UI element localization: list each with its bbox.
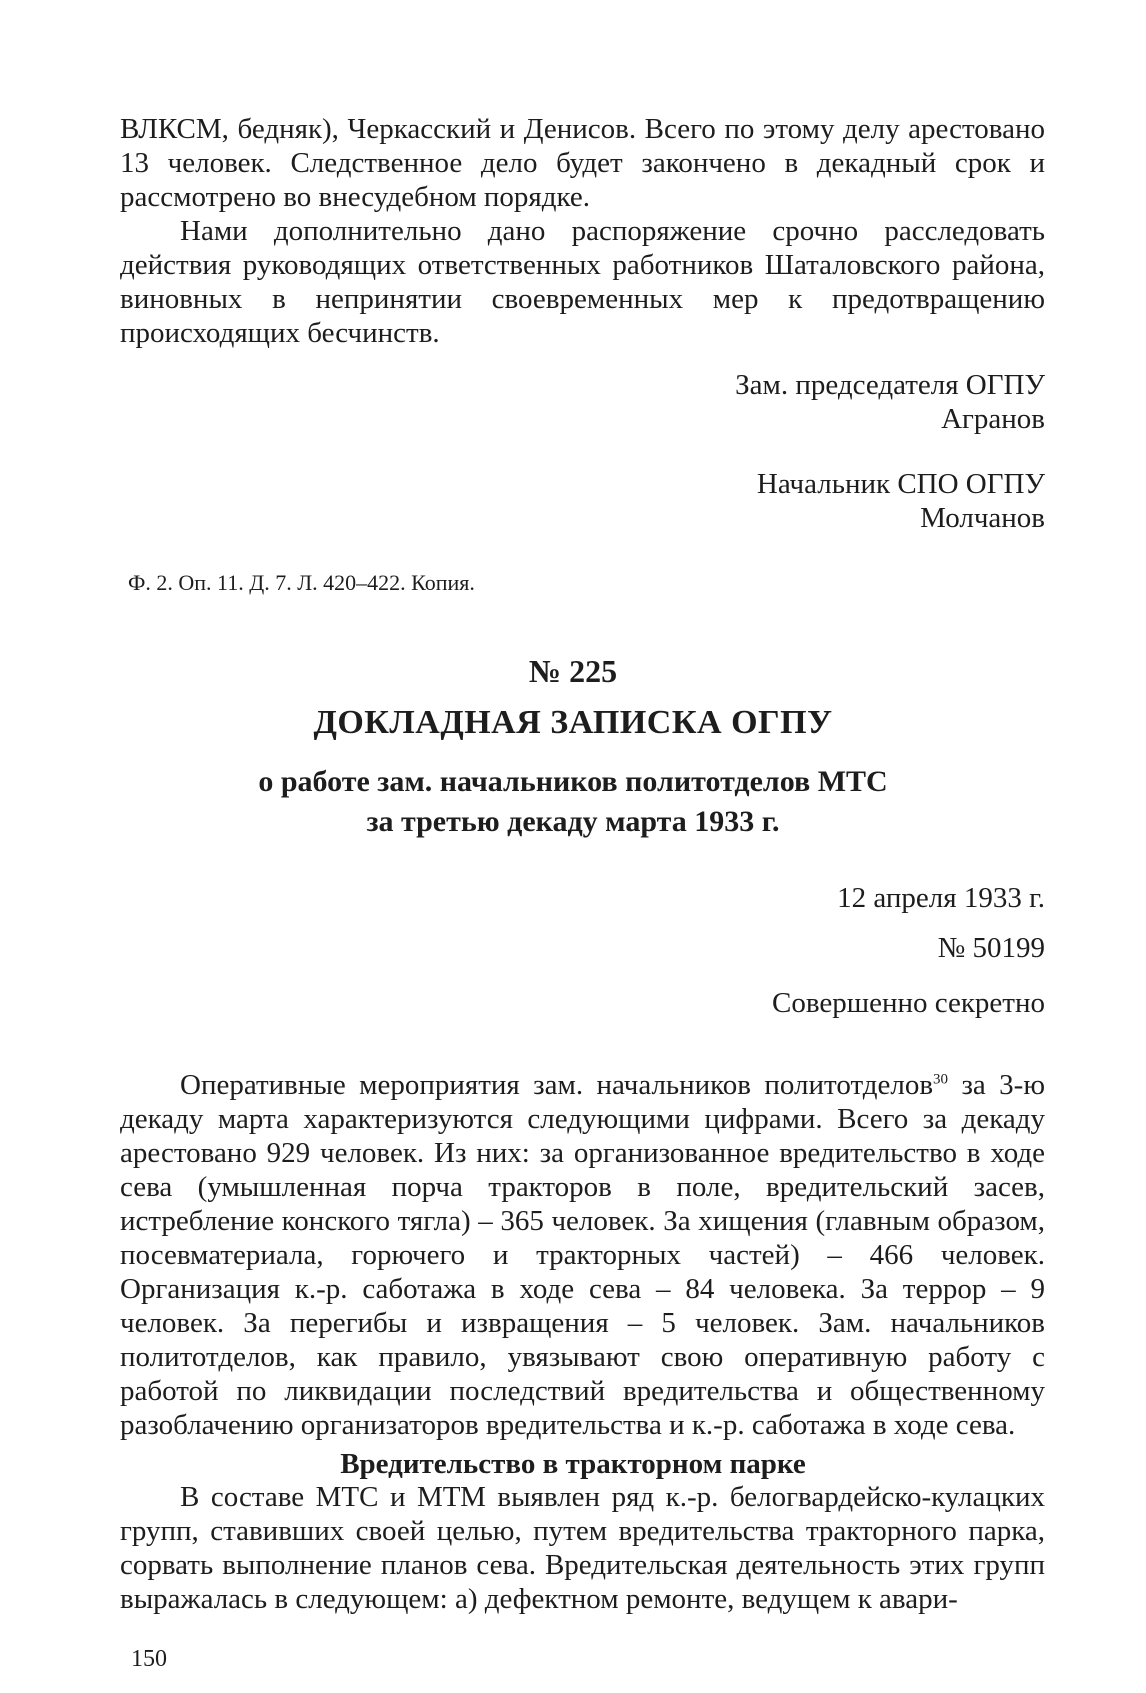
classification-label: Совершенно секретно bbox=[772, 987, 1045, 1019]
section-heading: Вредительство в тракторном парке bbox=[340, 1448, 806, 1480]
signature-block-deputy bbox=[735, 368, 1045, 436]
document-title: ДОКЛАДНАЯ ЗАПИСКА ОГПУ bbox=[313, 704, 833, 741]
paragraph-text: Оперативные мероприятия зам. начальников политотделов bbox=[180, 1069, 934, 1101]
statistics-paragraph bbox=[120, 1068, 1045, 1442]
footnote-reference: 30 bbox=[933, 1071, 949, 1088]
continuation-paragraph: ВЛКСМ, бедняк), Черкасский и Денисов. Всего по этому делу арестовано 13 человек. Следственное дело будет закончено в декадный срок и рассмотрено во внесудебном порядке. bbox=[120, 113, 1045, 213]
subtitle-line: о работе зам. начальников политотделов МТС bbox=[258, 765, 888, 798]
document-number: № 225 bbox=[528, 653, 618, 689]
main-body bbox=[120, 1068, 1045, 1442]
document-date: 12 апреля 1933 г. bbox=[837, 882, 1045, 914]
page-number: 150 bbox=[131, 1646, 167, 1672]
signature-title: Зам. председателя ОГПУ bbox=[735, 369, 1045, 401]
order-paragraph: Нами дополнительно дано распоряжение срочно расследовать действия руководящих ответственных работников Шаталовского района, виновных в непринятии своевременных мер к предотвращению происходящих бесчинств. bbox=[120, 215, 1045, 349]
section-paragraph: В составе МТС и МТМ выявлен ряд к.-р. белогвардейско-кулацких групп, ставивших своей целью, путем вредительства тракторного парка, сорвать выполнение планов сева. Вредительская деятельность этих групп выражалась в следующем: а) дефектном ремонте, ведущем к авари- bbox=[120, 1481, 1045, 1615]
paragraph-text: за 3-ю декаду марта характеризуются следующими цифрами. Всего за декаду арестовано 929 человек. Из них: за организованное вредительство в ходе сева (умышленная порча тракторов в поле, вредительский засев, истребление конского тягла) – 365 человек. За хищения (главным образом, посевматериала, горючего и тракторных частей) – 466 человек. Организация к.-р. саботажа в ходе сева – 84 человека. За террор – 9 человек. За перегибы и извращения – 5 человек. Зам. начальников политотделов, как правило, увязывают свою оперативную работу с работой по ликвидации последствий вредительства и общественному разоблачению организаторов вредительства и к.-р. саботажа в ходе сева. bbox=[120, 1069, 1045, 1441]
signature-block-chief bbox=[757, 467, 1045, 535]
signature-name: Агранов bbox=[941, 403, 1045, 435]
archive-reference: Ф. 2. Оп. 11. Д. 7. Л. 420–422. Копия. bbox=[128, 570, 475, 595]
document-subtitle bbox=[0, 762, 1146, 842]
signature-name: Молчанов bbox=[920, 502, 1045, 534]
continuation-block bbox=[120, 112, 1045, 350]
subtitle-line: за третью декаду марта 1933 г. bbox=[366, 805, 780, 838]
section-body bbox=[120, 1480, 1045, 1616]
registration-number: № 50199 bbox=[937, 932, 1045, 964]
signature-title: Начальник СПО ОГПУ bbox=[756, 468, 1045, 500]
